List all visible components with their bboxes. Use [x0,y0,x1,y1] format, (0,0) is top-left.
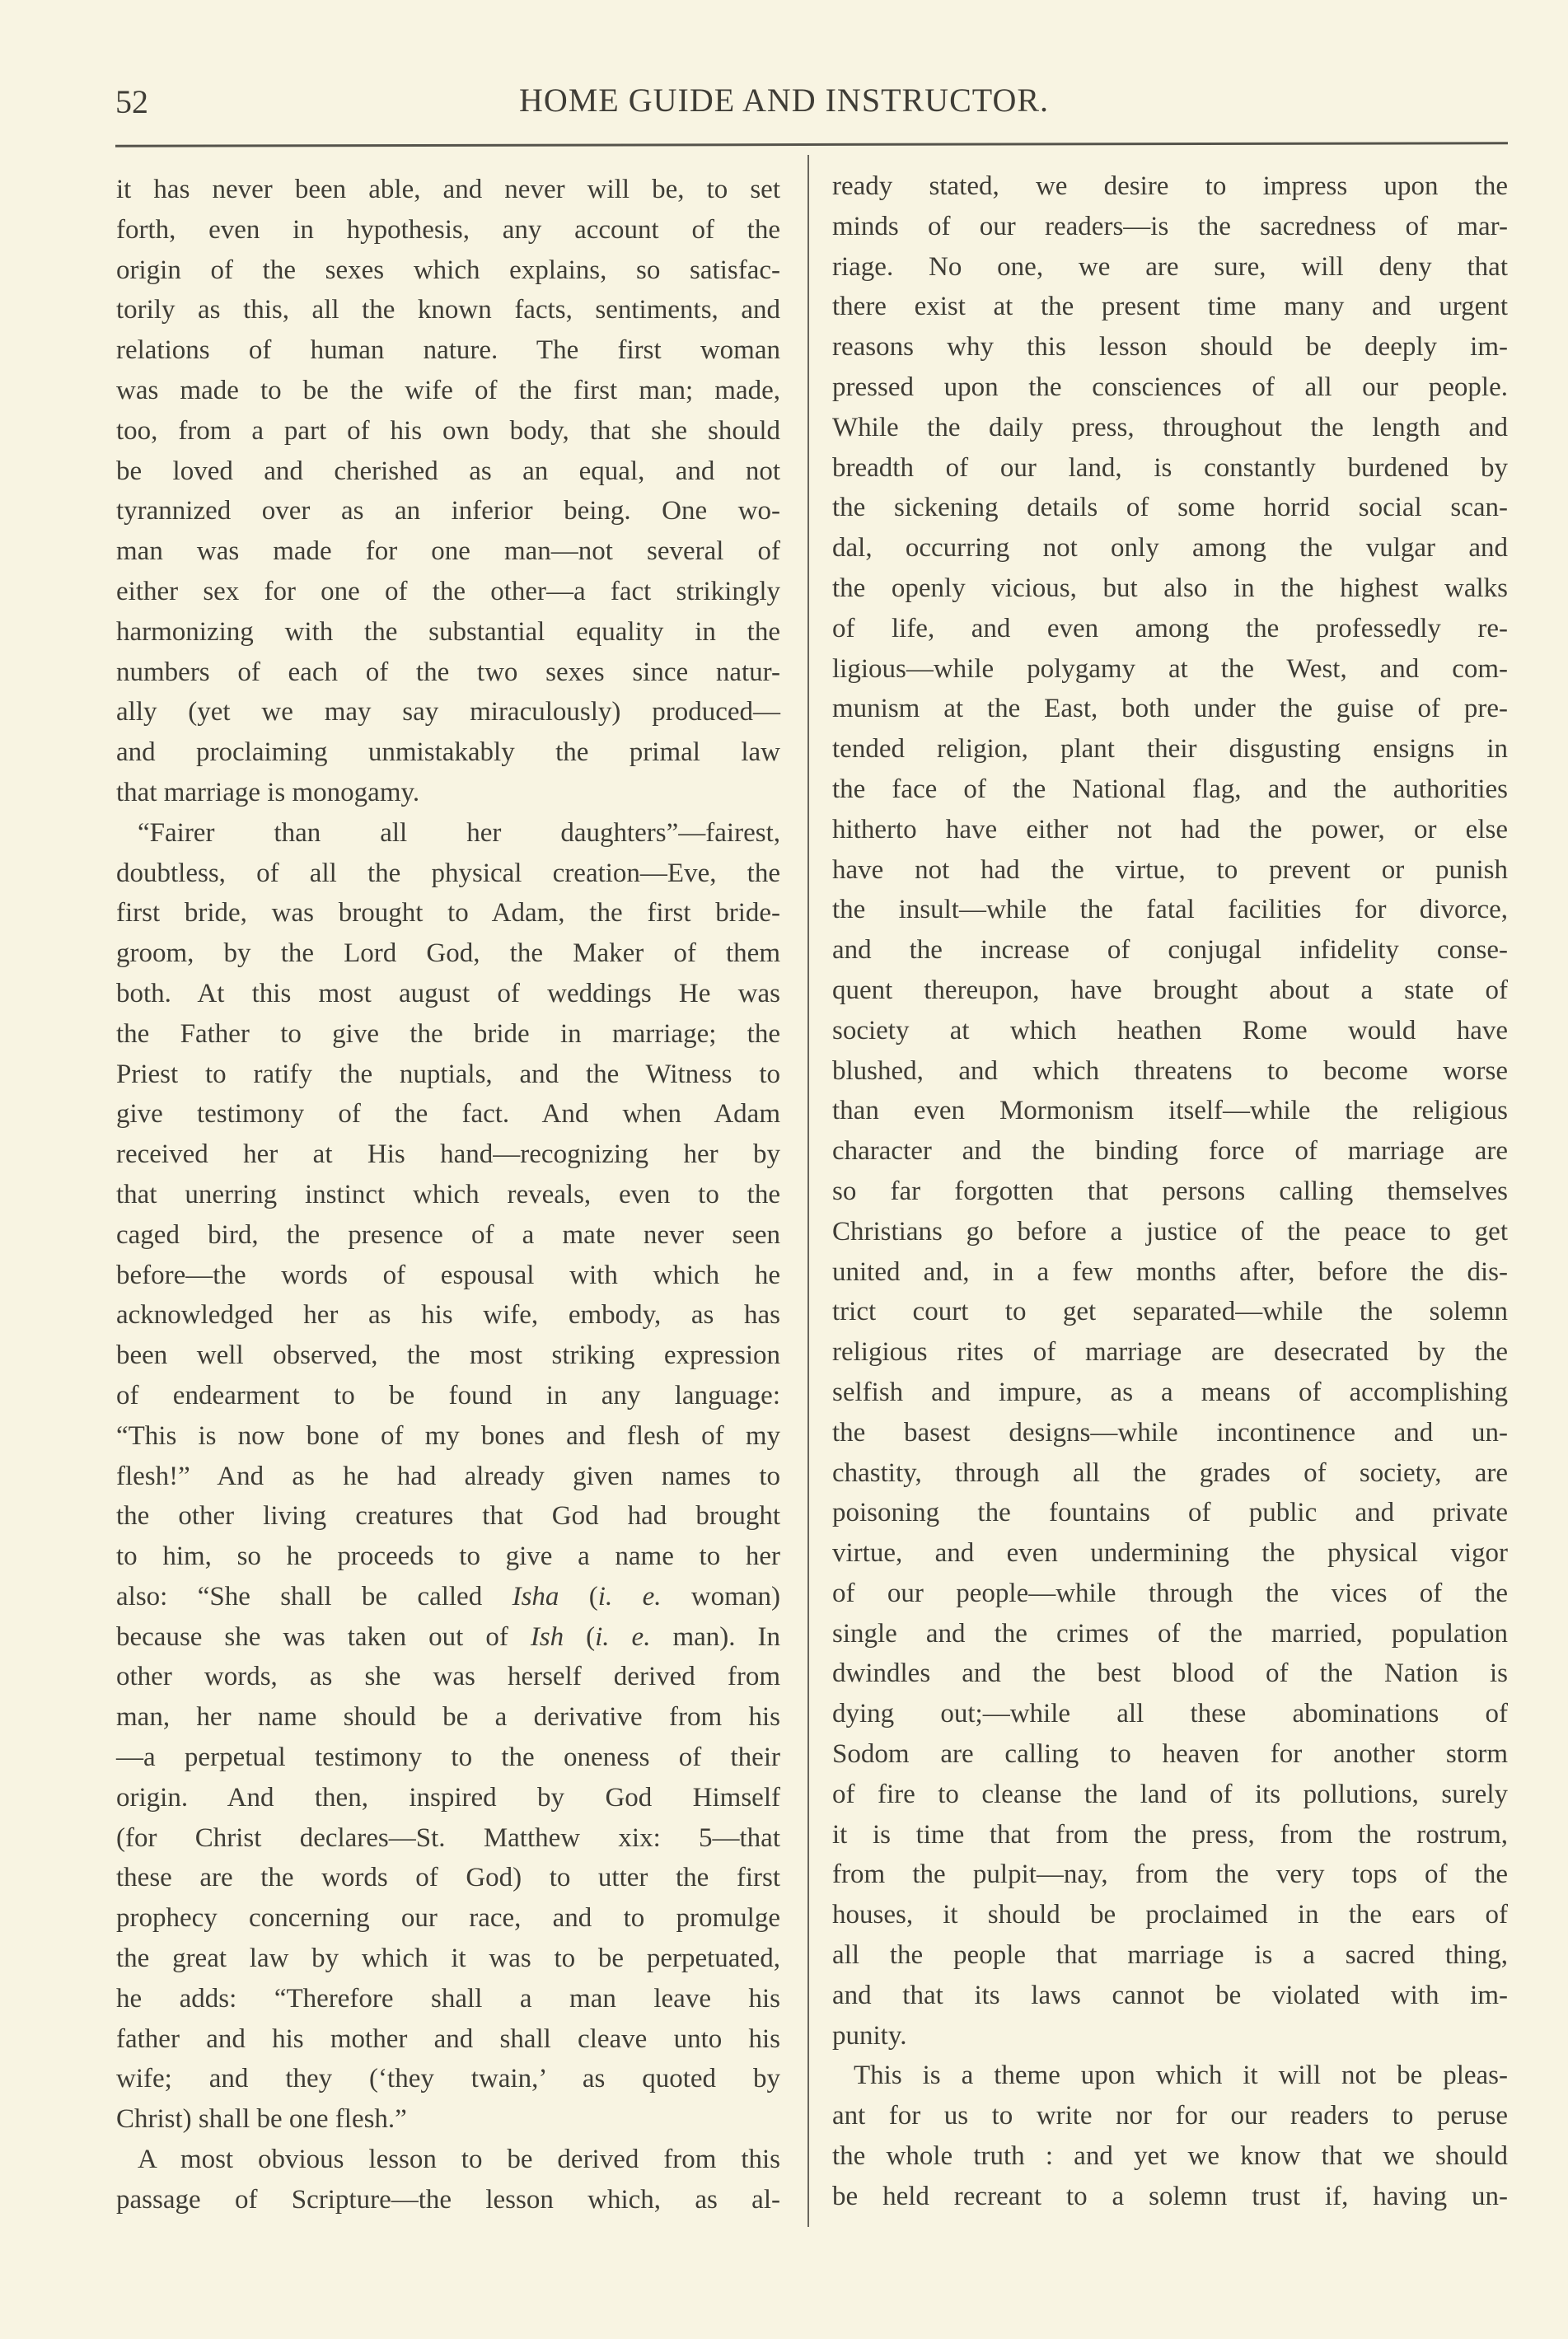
paragraph [116,2140,780,2220]
text-line: reasons why this lesson should be deeply im- [832,332,1508,363]
text-line: the sickening details of some horrid social scan- [832,493,1508,523]
text-line: hitherto have either not had the power, or else [832,814,1508,844]
text-line: the basest designs—while incontinence and un- [832,1417,1508,1448]
italic-text: i. e. [595,1621,651,1652]
text-line: single and the crimes of the married, population [832,1618,1508,1649]
text-line: united and, in a few months after, before the dis- [832,1256,1508,1287]
text-segment: ( [564,1621,596,1652]
left-column [116,170,780,2220]
text-line [116,1577,780,1617]
text-line: religious rites of marriage are desecrated by the [832,1337,1508,1368]
text-line: the Father to give the bride in marriage; the [116,1018,780,1049]
text-line: houses, it should be proclaimed in the ears of [832,1900,1508,1930]
text-line: (for Christ declares—St. Matthew xix: 5—that [116,1822,780,1853]
text-line: of life, and even among the professedly re- [832,613,1508,643]
text-line: of endearment to be found in any language: [116,1380,780,1410]
paragraph [832,166,1508,2056]
text-line: that marriage is monogamy. [116,777,420,807]
text-line: Christ) shall be one flesh.” [116,2104,407,2135]
text-line: the face of the National flag, and the authorities [832,774,1508,804]
text-line: origin. And then, inspired by God Himself [116,1782,780,1813]
text-line: of fire to cleanse the land of its pollutions, surely [832,1779,1508,1809]
text-line: trict court to get separated—while the solemn [832,1297,1508,1327]
text-line: Sodom are calling to heaven for another storm [832,1739,1508,1770]
text-line: relations of human nature. The first woman [116,335,780,366]
text-segment: ( [559,1581,598,1612]
text-line: both. At this most august of weddings He was [116,978,780,1008]
text-line: ligious—while polygamy at the West, and com- [832,653,1508,684]
text-line: father and his mother and shall cleave unto his [116,2023,780,2054]
text-line [116,1617,780,1658]
text-line: pressed upon the consciences of all our people. [832,372,1508,402]
header-rule [115,142,1508,147]
text-line: quent thereupon, have brought about a state of [832,975,1508,1005]
text-line: the other living creatures that God had brought [116,1501,780,1532]
column-divider [807,155,809,2227]
paragraph [116,813,780,2140]
text-line: character and the binding force of marriage are [832,1136,1508,1167]
text-line: Priest to ratify the nuptials, and the Witness to [116,1059,780,1089]
text-line: poisoning the fountains of public and private [832,1498,1508,1528]
text-line: be held recreant to a solemn trust if, having un- [832,2181,1508,2211]
italic-text: i. e. [597,1581,662,1612]
text-line: these are the words of God) to utter the first [116,1863,780,1893]
text-line: wife; and they (‘they twain,’ as quoted by [116,2064,780,2094]
text-line: dal, occurring not only among the vulgar and [832,533,1508,564]
text-line: caged bird, the presence of a mate never seen [116,1219,780,1250]
text-segment: woman) [661,1581,780,1612]
page-number: 52 [115,83,148,120]
italic-text: Ish [530,1621,564,1652]
text-line: other words, as she was herself derived from [116,1662,780,1692]
text-line: give testimony of the fact. And when Adam [116,1099,780,1130]
text-line: ant for us to write nor for our readers to peruse [832,2101,1508,2131]
text-line: the whole truth : and yet we know that we should [832,2141,1508,2172]
text-line: riage. No one, we are sure, will deny that [832,251,1508,282]
text-line: been well observed, the most striking expression [116,1340,780,1371]
text-line: breadth of our land, is constantly burdened by [832,452,1508,483]
text-line: “This is now bone of my bones and flesh of my [116,1420,780,1451]
text-line: have not had the virtue, to prevent or punish [832,854,1508,885]
text-line: groom, by the Lord God, the Maker of them [116,938,780,969]
text-line: first bride, was brought to Adam, the first bride- [116,898,780,929]
text-line: origin of the sexes which explains, so satisfac- [116,255,780,285]
text-line: harmonizing with the substantial equality in the [116,616,780,647]
text-line: either sex for one of the other—a fact strikingly [116,576,780,606]
text-line: that unerring instinct which reveals, even to the [116,1179,780,1209]
text-line: dwindles and the best blood of the Nation is [832,1658,1508,1689]
text-line: of our people—while through the vices of the [832,1578,1508,1608]
text-segment: also: “She shall be called [116,1581,513,1612]
text-line: the openly vicious, but also in the highest walks [832,573,1508,603]
text-segment: man). In [650,1621,780,1652]
text-line: and that its laws cannot be violated with im- [832,1980,1508,2010]
text-line: and the increase of conjugal infidelity conse- [832,935,1508,966]
text-line: flesh!” And as he had already given names to [116,1461,780,1491]
text-line: dying out;—while all these abominations of [832,1699,1508,1729]
text-line: before—the words of espousal with which he [116,1260,780,1290]
text-line: and proclaiming unmistakably the primal law [116,737,780,768]
text-line: “Fairer than all her daughters”—fairest, [138,817,780,848]
text-line: chastity, through all the grades of society, are [832,1457,1508,1488]
text-line: he adds: “Therefore shall a man leave his [116,1983,780,2014]
text-line: so far forgotten that persons calling themselves [832,1176,1508,1206]
text-line: there exist at the present time many and urgent [832,292,1508,322]
text-line: torily as this, all the known facts, sentiments, and [116,295,780,325]
text-line: While the daily press, throughout the length and [832,412,1508,442]
text-line: received her at His hand—recognizing her by [116,1139,780,1170]
text-line: than even Mormonism itself—while the religious [832,1096,1508,1126]
text-line: —a perpetual testimony to the oneness of their [116,1743,780,1773]
text-line: ally (yet we may say miraculously) produced— [116,697,780,727]
text-line: too, from a part of his own body, that she should [116,415,780,446]
right-column [832,166,1508,2217]
text-line: be loved and cherished as an equal, and not [116,456,780,486]
text-line: passage of Scripture—the lesson which, as al- [116,2184,780,2215]
running-title: HOME GUIDE AND INSTRUCTOR. [518,82,1050,119]
text-line: was made to be the wife of the first man; made, [116,375,780,405]
text-line: the insult—while the fatal facilities for divorce, [832,895,1508,925]
text-line: punity. [832,2020,907,2051]
paragraph [832,2056,1508,2216]
text-line: prophecy concerning our race, and to promulge [116,1903,780,1934]
text-line: the great law by which it was to be perpetuated, [116,1944,780,1974]
text-line: minds of our readers—is the sacredness of mar- [832,211,1508,241]
text-line: it is time that from the press, from the rostrum, [832,1819,1508,1850]
text-line: Christians go before a justice of the peace to get [832,1216,1508,1247]
text-line: it has never been able, and never will be, to set [116,175,780,204]
text-segment: because she was taken out of [116,1621,531,1652]
text-line: selfish and impure, as a means of accomplishing [832,1377,1508,1407]
text-line: to him, so he proceeds to give a name to her [116,1541,780,1572]
text-line: munism at the East, both under the guise of pre- [832,694,1508,724]
text-line: acknowledged her as his wife, embody, as has [116,1300,780,1331]
italic-text: Isha [512,1581,559,1612]
text-line: all the people that marriage is a sacred thing, [832,1940,1508,1971]
text-line: virtue, and even undermining the physical vigor [832,1538,1508,1569]
text-line: man was made for one man—not several of [116,536,780,567]
text-line: doubtless, of all the physical creation—Eve, the [116,858,780,888]
text-line: A most obvious lesson to be derived from this [138,2145,780,2175]
text-line: This is a theme upon which it will not be pleas- [854,2061,1508,2091]
text-line: blushed, and which threatens to become worse [832,1055,1508,1086]
text-line: from the pulpit—nay, from the very tops of the [832,1860,1508,1890]
text-line: ready stated, we desire to impress upon the [832,171,1508,201]
text-line: society at which heathen Rome would have [832,1015,1508,1046]
text-line: tyrannized over as an inferior being. One wo- [116,496,780,526]
paragraph [116,170,780,813]
text-line: numbers of each of the two sexes since natur- [116,657,780,687]
text-line: man, her name should be a derivative from his [116,1702,780,1733]
text-line: tended religion, plant their disgusting ensigns in [832,734,1508,765]
text-line: forth, even in hypothesis, any account of the [116,214,780,245]
